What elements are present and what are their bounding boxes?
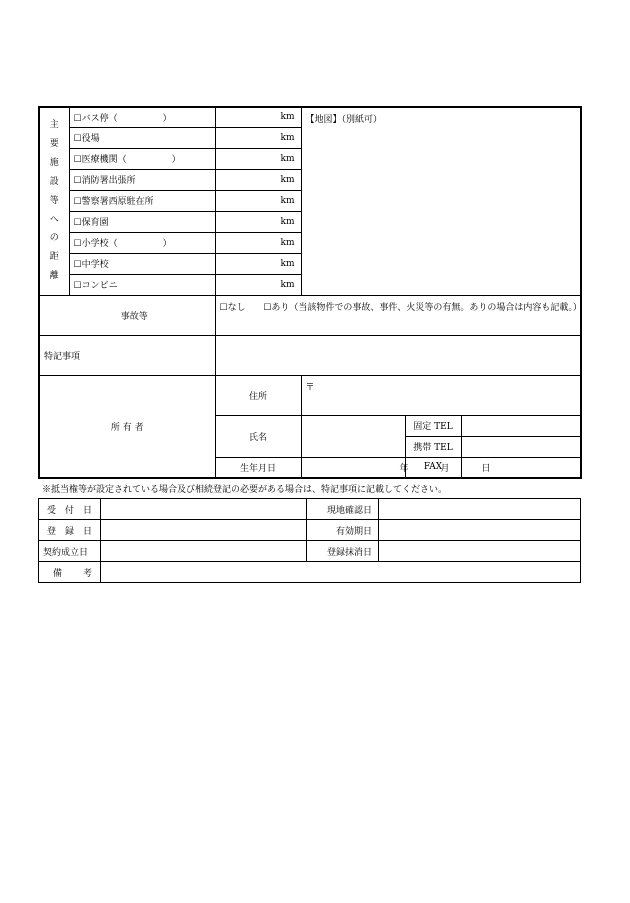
owner-address-field[interactable] <box>301 375 581 415</box>
facility-elementary-distance[interactable]: km <box>215 232 301 253</box>
facility-distance-label: 主 要 施 設 等 へ の 距 離 <box>39 107 69 295</box>
accident-label: 事故等 <box>39 295 215 335</box>
facility-elementary-checkbox[interactable]: ☐小学校（ ） <box>69 232 215 253</box>
special-notes-field[interactable] <box>215 335 581 375</box>
accident-yes-checkbox[interactable]: ☐あり（当該物件での事故、事件、火災等の有無。ありの場合は内容も記載。） <box>263 302 582 313</box>
facility-police-checkbox[interactable]: ☐警察署西原駐在所 <box>69 190 215 211</box>
expiry-date-field[interactable] <box>379 520 581 541</box>
deregistration-date-label: 登録抹消日 <box>307 541 379 562</box>
property-registration-form <box>38 106 582 479</box>
onsite-check-date-field[interactable] <box>379 499 581 520</box>
facility-convenience-checkbox[interactable]: ☐コンビニ <box>69 274 215 295</box>
owner-name-field[interactable] <box>301 415 405 457</box>
remarks-label: 備 考 <box>39 562 101 583</box>
received-date-label: 受 付 日 <box>39 499 101 520</box>
birth-date-label: 生年月日 <box>215 457 301 478</box>
facility-nursery-checkbox[interactable]: ☐保育園 <box>69 211 215 232</box>
facility-bus-stop-checkbox[interactable]: ☐バス停（ ） <box>69 107 215 127</box>
facility-fire-station-checkbox[interactable]: ☐消防署出張所 <box>69 169 215 190</box>
tel-fixed-label: 固定 TEL <box>405 415 461 436</box>
mortgage-note: ※抵当権等が設定されている場合及び相続登記の必要がある場合は、特記事項に記載してください。 <box>42 485 448 495</box>
facility-nursery-distance[interactable]: km <box>215 211 301 232</box>
registration-date-field[interactable] <box>101 520 307 541</box>
birth-year-unit: 年 <box>399 463 409 474</box>
special-notes-label: 特記事項 <box>39 335 215 375</box>
fax-field[interactable] <box>461 457 581 478</box>
contract-date-field[interactable] <box>101 541 307 562</box>
map-label: 【地図】（別紙可） <box>305 115 383 125</box>
onsite-check-date-label: 現地確認日 <box>307 499 379 520</box>
facility-medical-distance[interactable]: km <box>215 148 301 169</box>
owner-name-label: 氏名 <box>215 415 301 457</box>
facility-town-office-distance[interactable]: km <box>215 127 301 148</box>
office-use-table <box>38 498 581 583</box>
facility-medical-checkbox[interactable]: ☐医療機関（ ） <box>69 148 215 169</box>
owner-label: 所 有 者 <box>39 375 215 478</box>
facility-police-distance[interactable]: km <box>215 190 301 211</box>
tel-fixed-field[interactable] <box>461 415 581 436</box>
deregistration-date-field[interactable] <box>379 541 581 562</box>
contract-date-label: 契約成立日 <box>39 541 101 562</box>
facility-fire-station-distance[interactable]: km <box>215 169 301 190</box>
birth-day-unit: 日 <box>481 463 491 474</box>
accident-none-checkbox[interactable]: ☐なし <box>219 302 246 313</box>
expiry-date-label: 有効期日 <box>307 520 379 541</box>
fax-label: FAX <box>405 457 461 478</box>
tel-mobile-field[interactable] <box>461 436 581 457</box>
facility-town-office-checkbox[interactable]: ☐役場 <box>69 127 215 148</box>
remarks-field[interactable] <box>101 562 581 583</box>
facility-convenience-distance[interactable]: km <box>215 274 301 295</box>
birth-month-unit: 月 <box>440 463 450 474</box>
registration-date-label: 登 録 日 <box>39 520 101 541</box>
tel-mobile-label: 携帯 TEL <box>405 436 461 457</box>
owner-address-label: 住所 <box>215 375 301 415</box>
facility-bus-stop-distance[interactable]: km <box>215 107 301 127</box>
facility-junior-high-distance[interactable]: km <box>215 253 301 274</box>
postal-mark: 〒 <box>305 382 315 393</box>
received-date-field[interactable] <box>101 499 307 520</box>
facility-junior-high-checkbox[interactable]: ☐中学校 <box>69 253 215 274</box>
accident-options <box>215 295 581 335</box>
map-area[interactable] <box>301 107 581 295</box>
